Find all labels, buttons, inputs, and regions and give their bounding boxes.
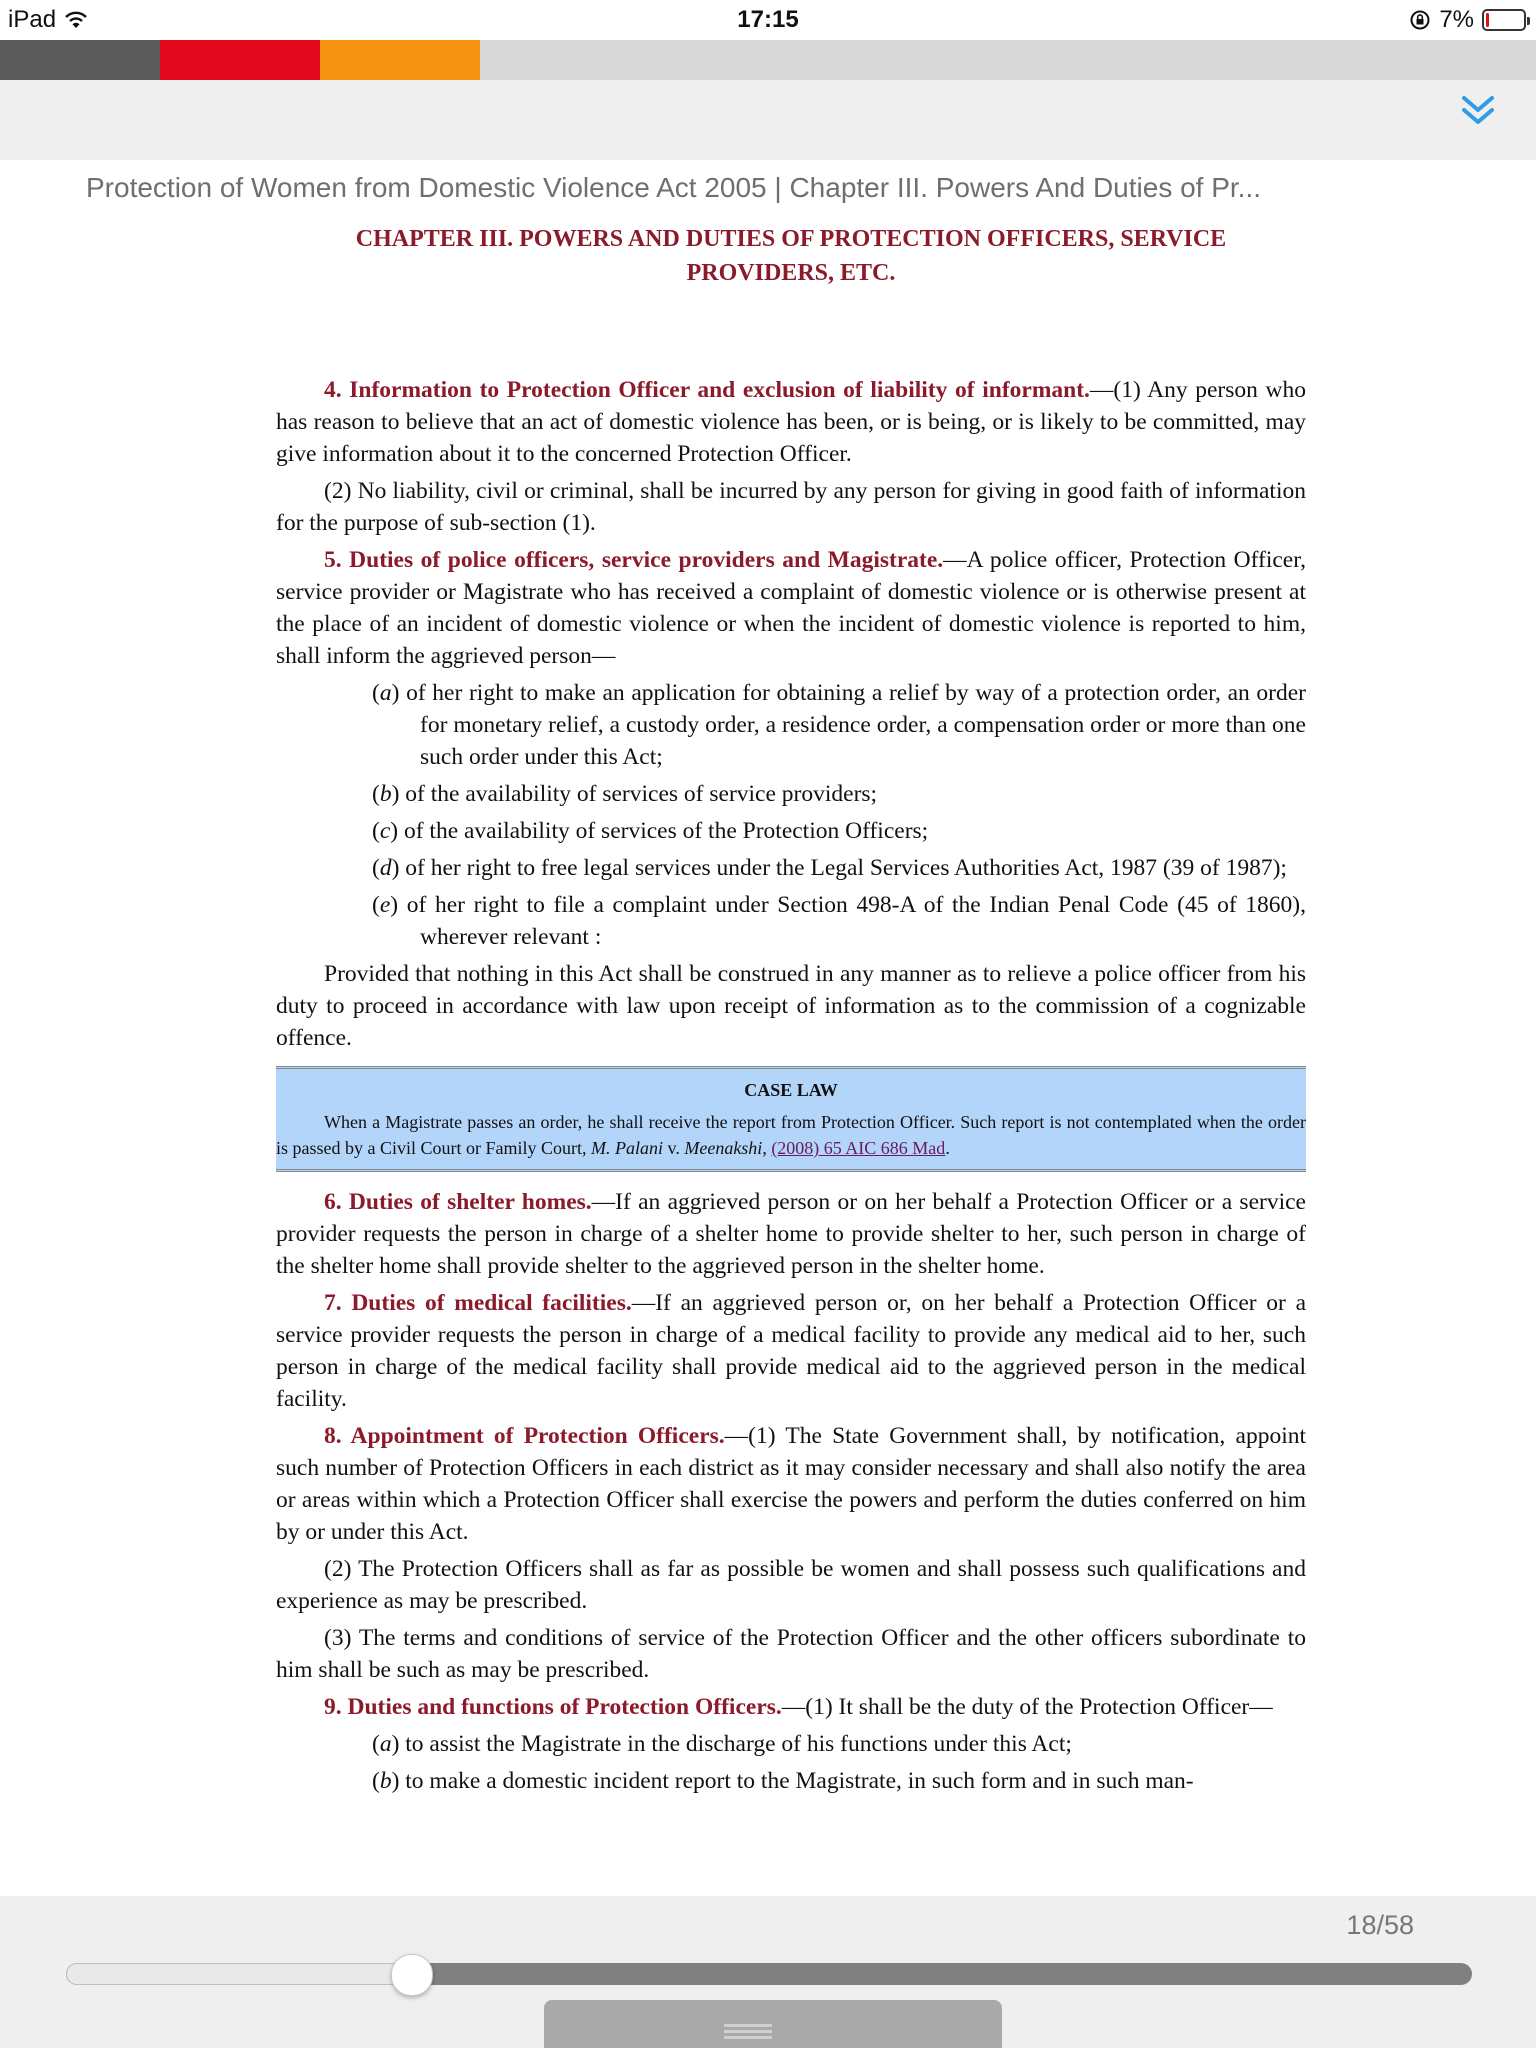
drawer-handle[interactable] bbox=[544, 2000, 1002, 2048]
grip-line bbox=[724, 2036, 772, 2039]
progress-segment bbox=[160, 40, 320, 80]
grip-line bbox=[724, 2030, 772, 2033]
document-page bbox=[276, 222, 1306, 1802]
case-law-title: CASE LAW bbox=[744, 1080, 838, 1100]
section-heading: 6. Duties of shelter homes. bbox=[324, 1189, 592, 1215]
section-4-sub2: (2) No liability, civil or criminal, shall be incurred by any person for giving in good faith of information for the purpose of sub-section (1). bbox=[276, 478, 1306, 536]
reading-progress-strip bbox=[0, 40, 1536, 80]
clause-b: (b) to make a domestic incident report to the Magistrate, in such form and in such man- bbox=[372, 1768, 1194, 1794]
progress-segment bbox=[320, 40, 480, 80]
progress-segment bbox=[0, 40, 160, 80]
section-5: 5. Duties of police officers, service providers and Magistrate.—A police officer, Protection Officer, service provider or Magistrate who has received a complaint of domestic violence or is otherwise present at the place of an incident of domestic violence or when the incident of domestic violence is reported to him, shall inform the aggrieved person— bbox=[276, 547, 1306, 669]
clause-b: (b) of the availability of services of service providers; bbox=[372, 781, 878, 807]
grip-line bbox=[724, 2024, 772, 2027]
battery-percent: 7% bbox=[1439, 6, 1474, 33]
section-4: 4. Information to Protection Officer and exclusion of liability of informant.—(1) Any person who has reason to believe that an act of domestic violence has been, or is being, or is likely to be committed, may give information about it to the concerned Protection Officer. bbox=[276, 377, 1306, 467]
section-heading: 7. Duties of medical facilities. bbox=[324, 1290, 632, 1316]
section-9: 9. Duties and functions of Protection Officers.—(1) It shall be the duty of the Protection Officer— bbox=[324, 1694, 1273, 1720]
rotation-lock-icon bbox=[1409, 9, 1431, 31]
clause-c: (c) of the availability of services of the Protection Officers; bbox=[372, 818, 929, 844]
section-7: 7. Duties of medical facilities.—If an aggrieved person or, on her behalf a Protection Officer or a service provider requests the person in charge of a medical facility to provide any medical aid to her, such person in charge of the medical facility shall provide medical aid to the aggrieved person in the medical facility. bbox=[276, 1290, 1306, 1412]
device-name: iPad bbox=[8, 6, 57, 33]
chapter-title: CHAPTER III. POWERS AND DUTIES OF PROTECTION OFFICERS, SERVICE PROVIDERS, ETC. bbox=[355, 226, 1227, 286]
clause-d: (d) of her right to free legal services under the Legal Services Authorities Act, 1987 (39 of 1987); bbox=[372, 855, 1287, 881]
case-citation-link[interactable]: (2008) 65 AIC 686 Mad bbox=[771, 1138, 946, 1158]
page-slider-thumb[interactable] bbox=[391, 1954, 433, 1996]
page-slider-fill bbox=[66, 1963, 411, 1985]
reader-toolbar bbox=[0, 80, 1536, 160]
chevron-double-down-icon[interactable] bbox=[1458, 90, 1498, 130]
clause-a: (a) of her right to make an application for obtaining a relief by way of a protection order, an order for monetary relief, a custody order, a residence order, a compensation order or more than one such order under this Act; bbox=[372, 680, 1306, 770]
document-title: Protection of Women from Domestic Violence Act 2005 | Chapter III. Powers And Duties of Pr... bbox=[86, 172, 1262, 203]
section-heading: 9. Duties and functions of Protection Officers. bbox=[324, 1694, 782, 1720]
battery-icon bbox=[1482, 9, 1526, 31]
clause-a: (a) to assist the Magistrate in the discharge of his functions under this Act; bbox=[372, 1731, 1072, 1757]
section-8-sub2: (2) The Protection Officers shall as far as possible be women and shall possess such qualifications and experience as may be prescribed. bbox=[276, 1556, 1306, 1614]
section-6: 6. Duties of shelter homes.—If an aggrieved person or on her behalf a Protection Officer or a service provider requests the person in charge of a shelter home to provide shelter to her, such person in charge of the shelter home shall provide shelter to the aggrieved person in the shelter home. bbox=[276, 1189, 1306, 1279]
section-heading: 5. Duties of police officers, service providers and Magistrate. bbox=[324, 547, 944, 573]
status-right bbox=[1409, 6, 1526, 34]
case-law-box bbox=[276, 1066, 1306, 1172]
page-slider-track[interactable] bbox=[66, 1963, 1472, 1985]
section-heading: 8. Appointment of Protection Officers. bbox=[324, 1423, 725, 1449]
clock: 17:15 bbox=[737, 6, 799, 33]
section-8-sub3: (3) The terms and conditions of service of the Protection Officer and the other officers subordinate to him shall be such as may be prescribed. bbox=[276, 1625, 1306, 1683]
page-indicator: 18/58 bbox=[1346, 1910, 1414, 1940]
clause-e: (e) of her right to file a complaint under Section 498-A of the Indian Penal Code (45 of 1860), wherever relevant : bbox=[372, 892, 1306, 950]
case-law-text: When a Magistrate passes an order, he shall receive the report from Protection Officer. Such report is not contemplated when the order is passed by a Civil Court or Family Court, M. Palani v. Meenakshi, (2008) 65 AIC 686 Mad. bbox=[276, 1112, 1306, 1158]
status-bar bbox=[0, 0, 1536, 40]
section-heading: 4. Information to Protection Officer and exclusion of liability of informant. bbox=[324, 377, 1090, 403]
section-8: 8. Appointment of Protection Officers.—(1) The State Government shall, by notification, appoint such number of Protection Officers in each district as it may consider necessary and shall also notify the area or areas within which a Protection Officer shall exercise the powers and perform the duties conferred on him by or under this Act. bbox=[276, 1423, 1306, 1545]
section-5-proviso: Provided that nothing in this Act shall be construed in any manner as to relieve a police officer from his duty to proceed in accordance with law upon receipt of information as to the commission of a cognizable offence. bbox=[276, 961, 1306, 1051]
